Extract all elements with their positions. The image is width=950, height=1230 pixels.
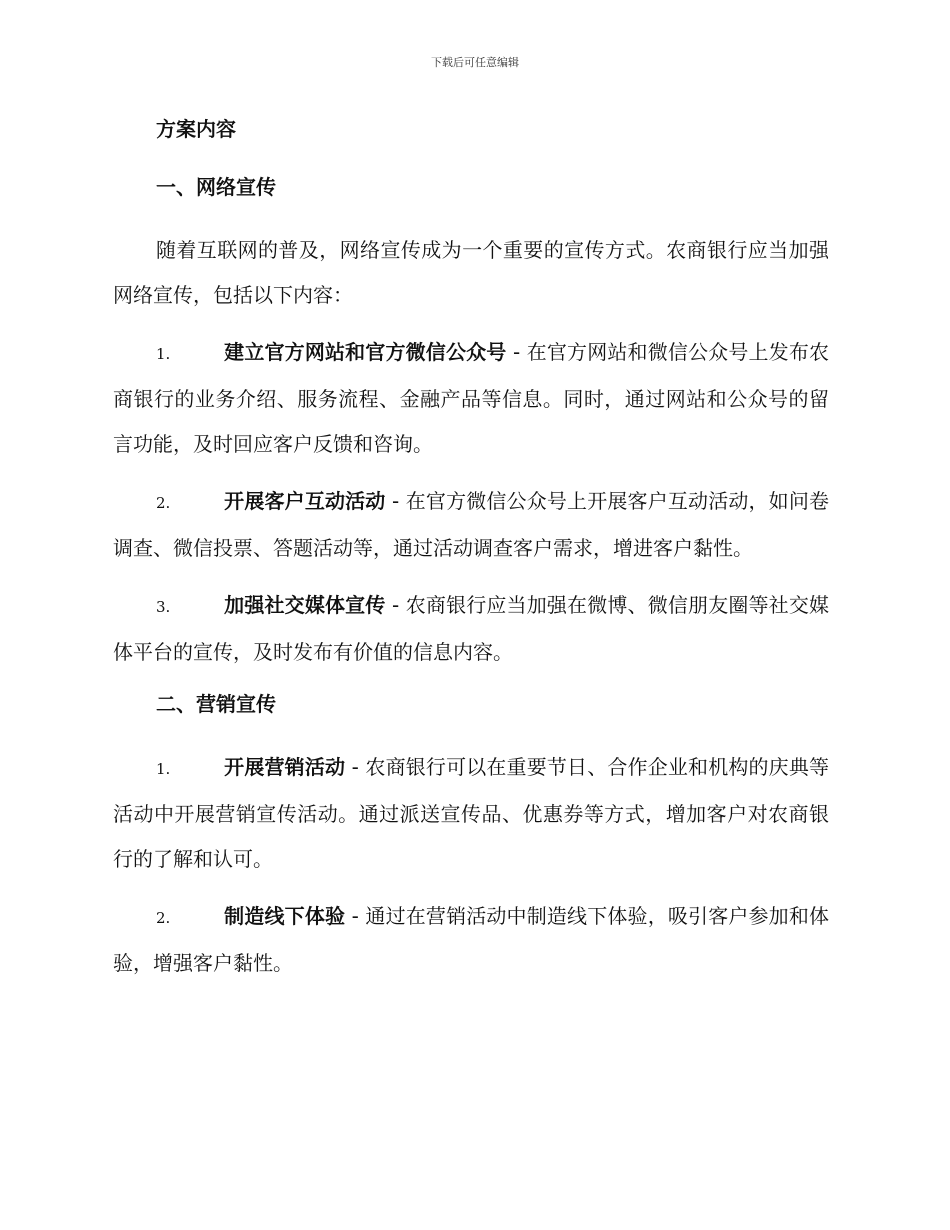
list-item-text: - 通过在营销活动中制造线下体验，吸引客户参加和体验，增强客户黏性。 — [113, 904, 830, 975]
header-note: 下载后可任意编辑 — [431, 56, 519, 69]
section-intro-paragraph: 随着互联网的普及，网络宣传成为一个重要的宣传方式。农商银行应当加强网络宣传，包括以下内容： — [113, 238, 829, 307]
list-item-title: 开展客户互动活动 — [224, 489, 386, 513]
list-item-title: 制造线下体验 — [224, 904, 346, 928]
list-number: 2. — [156, 909, 171, 927]
list-item-text: - 在官方网站和微信公众号上发布农商银行的业务介绍、服务流程、金融产品等信息。同时，通过网站和公众号的留言功能，及时回应客户反馈和咨询。 — [113, 340, 829, 456]
document-body — [113, 112, 829, 986]
list-item — [113, 583, 829, 675]
list-item-title: 建立官方网站和官方微信公众号 — [224, 340, 507, 364]
list-item — [113, 745, 829, 882]
list-number: 2. — [156, 494, 171, 512]
list-item-text: - 在官方微信公众号上开展客户互动活动，如问卷调查、微信投票、答题活动等，通过活动调查客户需求，增进客户黏性。 — [113, 489, 830, 560]
document-title: 方案内容 — [156, 117, 236, 141]
list-item-title: 开展营销活动 — [224, 755, 346, 779]
list-number: 1. — [156, 760, 171, 778]
list-item — [113, 479, 829, 571]
list-item — [113, 894, 829, 986]
section-heading-network: 一、网络宣传 — [156, 175, 276, 199]
list-item — [113, 330, 829, 467]
section-heading-marketing: 二、营销宣传 — [156, 692, 276, 716]
list-number: 1. — [156, 345, 171, 363]
list-item-title: 加强社交媒体宣传 — [224, 593, 386, 617]
list-item-text: - 农商银行应当加强在微博、微信朋友圈等社交媒体平台的宣传，及时发布有价值的信息内容。 — [113, 593, 830, 664]
list-item-text: - 农商银行可以在重要节日、合作企业和机构的庆典等活动中开展营销宣传活动。通过派送宣传品、优惠券等方式，增加客户对农商银行的了解和认可。 — [113, 755, 830, 871]
list-number: 3. — [156, 598, 171, 616]
